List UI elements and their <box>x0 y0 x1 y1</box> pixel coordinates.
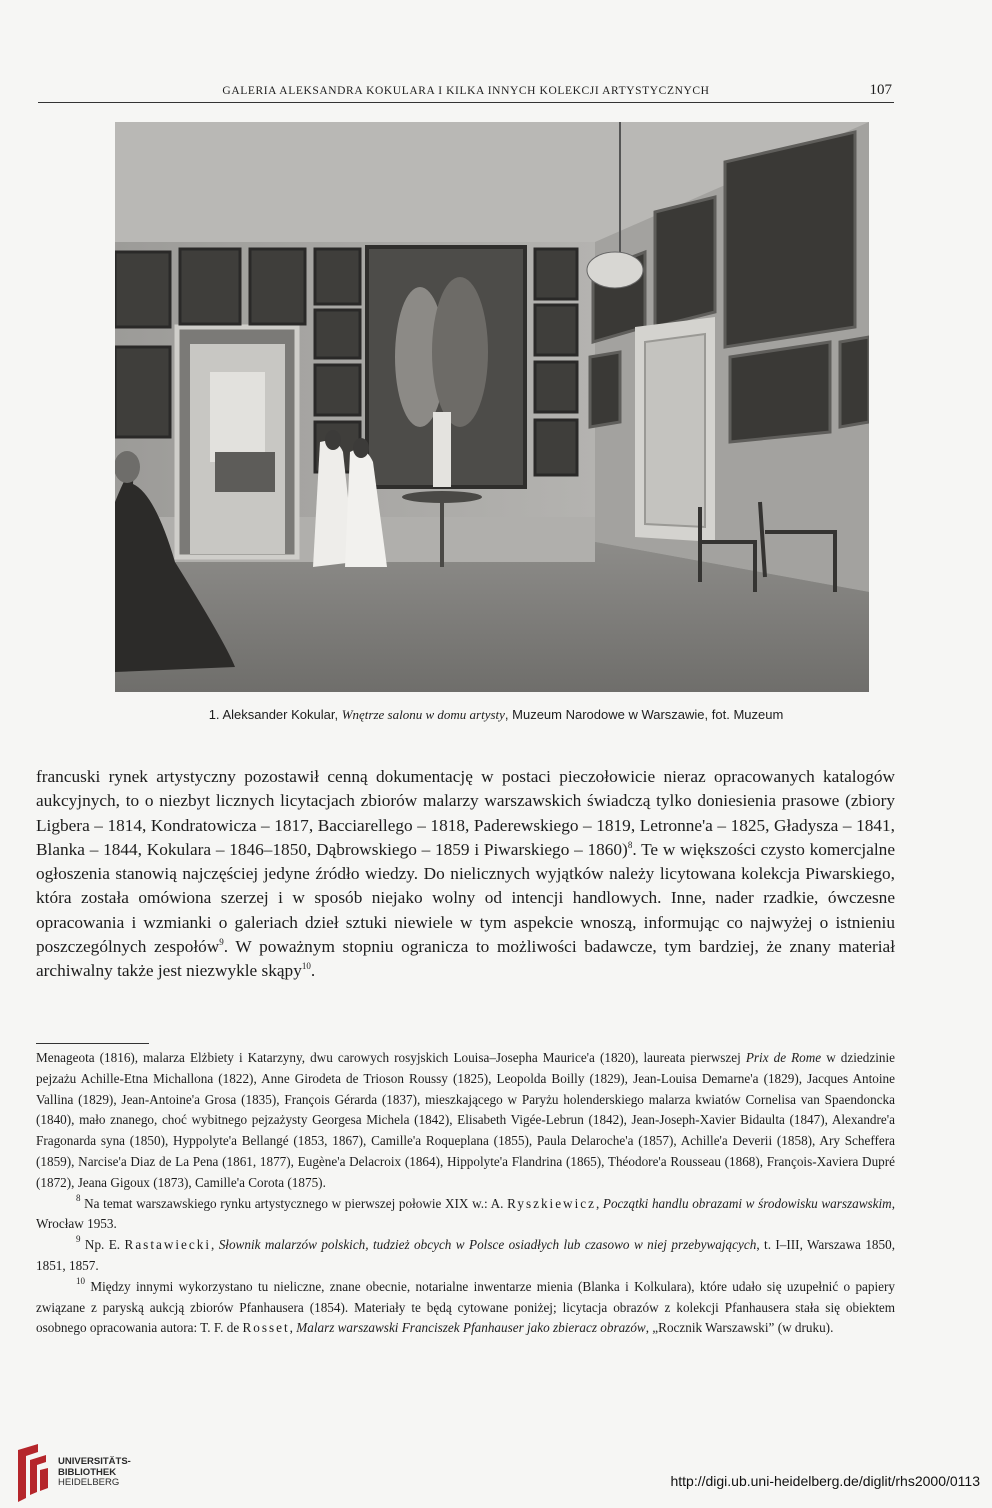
running-header <box>38 82 894 103</box>
footnote-ref-10[interactable]: 10 <box>301 961 311 972</box>
body-text-4: . <box>310 961 316 981</box>
body-text-2: . Te w większości czysto komercjalne ogłoszenia stanowią najczęściej jedyne źródło wiedzy. Do nielicznych wyjątków należy licytowana kolekcja Piwarskiego, która została omówiona szerzej i w sposób niejako wolny od intencji handlowych. Inne, nader rzadkie, ówczesne opracowania i wzmianki o galeriach dzieł sztuki niewiele w tym aspekcie wnoszą, informując co najwyżej o istnieniu poszczególnych zespołów <box>36 839 895 957</box>
footnote-divider <box>36 1043 149 1044</box>
footnote-10: $^{10}$ Między innymi wykorzystano tu nieliczne, znane obecnie, notarialne inwentarze mienia (Blanka i Kolkulara), które udało się uzupełnić o papiery związane z paryską aukcją zbiorów Pfanhausera (1854). Materiały te będą cytowane poniżej; licytacja obrazów z kolekcji Pfanhausera stała się obiektem osobnego opracowania autora: T. F. de Rosset, Malarz warszawski Franciszek Pfanhauser jako zbieracz obrazów, „Rocznik Warszawski” (w druku). <box>36 1275 895 1336</box>
caption-title: Wnętrze salonu w domu artysty <box>341 707 505 722</box>
library-logo-text: UNIVERSITÄTS- BIBLIOTHEK HEIDELBERG <box>58 1456 131 1488</box>
caption-prefix: 1. Aleksander Kokular, <box>208 707 339 722</box>
caption-suffix: , Muzeum Narodowe w Warszawie, fot. Muzeum <box>504 707 784 722</box>
body-text-3: . W poważnym stopniu ogranicza to możliwości badawcze, tym bardziej, że znany materiał archiwalny także jest niezwykle skąpy <box>36 937 896 981</box>
salon-interior-painting <box>115 122 869 692</box>
running-title: GALERIA ALEKSANDRA KOKULARA I KILKA INNYCH KOLEKCJI ARTYSTYCZNYCH <box>222 85 710 97</box>
source-url-link[interactable]: http://digi.ub.uni-heidelberg.de/diglit/rhs2000/0113 <box>670 1473 980 1489</box>
page-number: 107 <box>869 82 892 98</box>
body-text-1: francuski rynek artystyczny pozostawił cenną dokumentację w postaci pieczołowicie nieraz opracowanych katalogów aukcyjnych, to o niezbyt licznych licytacjach zbiorów malarzy warszawskich świadczą tylko doniesienia prasowe (zbiory Ligbera – 1814, Kondratowicza – 1817, Bacciarellego – 1818, Paderewskiego – 1819, Letronne'a – 1825, Gładysza – 1841, Blanka – 1844, Kokulara – 1846–1850, Dąbrowskiego – 1859 i Piwarskiego – 1860) <box>36 767 895 859</box>
figure-caption <box>0 707 992 723</box>
footnote-continuation: Menageota (1816), malarza Elżbiety i Katarzyny, dwu carowych rosyjskich Louisa–Josepha Maurice'a (1820), laureata pierwszej Prix de Rome w dziedzinie pejzażu Achille-Etna Michallona (1822), Anne Girodeta de Trioson Roussy (1825), Leopolda Boilly (1829), Jean-Louisa Demarne'a (1829), Jacques Antoine Vallina (1829), Jean-Antoine'a Grosa (1835), François Gérarda (1837), mieszkającego w Paryżu holenderskiego malarza kwiatów Cornelisa van Spaendoncka (1840), mało znanego, choć wybitnego pejzażysty Georgesa Michela (1842), Elisabeth Vigée-Lebrun (1842), Jean-Joseph-Xavier Bidaulta (1847), Alexandre'a Fragonarda syna (1850), Hyppolyte'a Bellangé (1853, 1867), Camille'a Roqueplana (1855), Paula Delaroche'a (1857), Achille'a Deverii (1858), Ary Scheffera (1859), Narcise'a Diaz de La Pena (1861, 1877), Eugène'a Delacroix (1864), Hippolyte'a Flandrina (1865), Théodore'a Rousseau (1868), François-Xaviera Dupré (1872), Jeana Gigoux (1873), Camille'a Corota (1875). <box>36 1050 895 1190</box>
footnote-9: $^9$ Np. E. Rastawiecki, Słownik malarzów polskich, tudzież obcych w Polsce osiadłych lub czasowo w niej przebywających, t. I–III, Warszawa 1850, 1851, 1857. <box>36 1234 895 1273</box>
library-logo[interactable] <box>10 1444 150 1504</box>
footnote-ref-8[interactable]: 8 <box>627 839 633 850</box>
footnote-ref-9[interactable]: 9 <box>219 937 224 948</box>
library-logo-icon <box>12 1444 50 1504</box>
painting-illustration <box>115 122 869 692</box>
footnotes <box>36 1048 895 1339</box>
body-paragraph <box>36 765 895 984</box>
footnote-8: $^8$ Na temat warszawskiego rynku artystycznego w pierwszej połowie XIX w.: A. Ryszkiewicz, Początki handlu obrazami w środowisku warszawskim, Wrocław 1953. <box>36 1192 895 1232</box>
